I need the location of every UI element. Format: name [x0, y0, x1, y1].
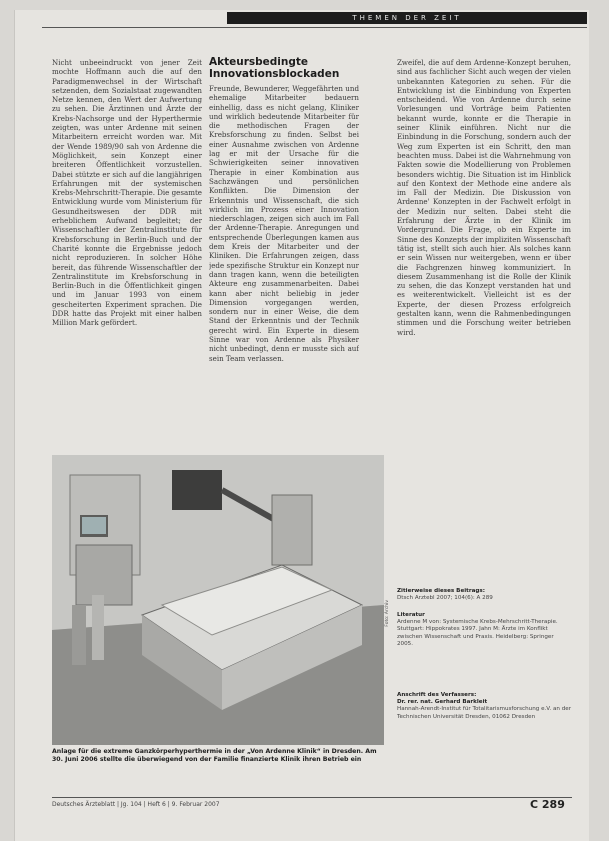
photo-caption: Anlage für die extreme Ganzkörperhyperthermie in der „Von Ardenne Klinik“ in Dresden. Am 30. Juni 2006 stellte die überwiegend von der Familie finanzierte Klinik ihren Betrieb ein	[52, 748, 377, 764]
column-3-text: Zweifel, die auf dem Ardenne-Konzept beruhen, sind aus fachlicher Sicht auch wegen der vielen unbekannten Kategorien zu sehen. Für die Entwicklung ist die Einbindung von Experten entscheidend. Wie von Ardenne durch seine Vorlesungen und Vorträge beim Patienten bekannt wurde, konnte er die Therapie in seiner Klinik einführen. Nicht nur die Einbindung in die Forschung, sondern auch der Weg zum Experten ist ein Schritt, den man beachten muss. Dabei ist die Wahrnehmung von Fakten sowie die Modellierung von Problemen besonders wichtig. Die Situation ist im Hinblick auf den Kontext der Methode eine andere als im Fall der Medizin. Die Diskussion von Ardenne' Konzepten in der Fachwelt erfolgt in der Medizin nur selten. Dabei steht die Erfahrung der Ärzte in der Klinik im Vordergrund. Die Frage, ob ein Experte im Sinne des Konzepts der impliziten Wissenschaft tätig ist, stellt sich auch hier. Als solches kann er sein Wissen nur weitergeben, wenn er über die Fachgrenzen hinweg kommuniziert. In diesem Zusammenhang ist die Rolle der Klinik zu sehen, die das Konzept verstanden hat und es weiterentwickelt. Vielleicht ist es der Experte, der diesen Prozess erfolgreich gestalten kann, wenn die Rahmenbedingungen stimmen und die Forschung weiter betrieben wird.	[397, 58, 571, 337]
article-column-2	[209, 84, 359, 446]
column-2-text: Freunde, Bewunderer, Weggefährten und ehemalige Mitarbeiter bedauern einhellig, dass es nicht gelang, Kliniker und wirklich bedeutende Mitarbeiter für die methodischen Fragen der Krebsforschung zu finden. Selbst bei einer Ausnahme zwischen von Ardenne lag er mit der Ursache für die Schwierigkeiten seiner innovativen Therapie in einer Kombination aus Sachzwängen und persönlichen Konflikten. Die Dimension der Erkenntnis und Wissenschaft, die sich wirklich im Prozess einer Innovation niederschlagen, zeigen sich auch im Fall der Ardenne-Therapie. Anregungen und entsprechende Überlegungen kamen aus dem Kreis der Mitarbeiter und der Kliniken. Die Erfahrungen zeigen, dass jede spezifische Struktur ein Konzept nur dann tragen kann, wenn die beteiligten Akteure eng zusammenarbeiten. Dabei kann aber nicht beliebig in jeder Dimension vorgegangen werden, sondern nur in einer Weise, die dem Stand der Erkenntnis und der Technik gerecht wird. Ein Experte in diesem Sinne war von Ardenne als Physiker nicht unbedingt, denn er musste sich auf sein Team verlassen.	[209, 84, 359, 363]
journal-reference: Deutsches Ärzteblatt | Jg. 104 | Heft 6 | 9. Februar 2007	[52, 801, 220, 808]
footer-rule	[52, 797, 572, 798]
article-column-1	[52, 58, 202, 446]
author-address: Hannah-Arendt-Institut für Totalitarismusforschung e.V. an der Technischen Universität Dresden, 01062 Dresden	[397, 706, 571, 720]
citation-heading: Zitierweise dieses Beitrags:	[397, 588, 485, 594]
literature-heading: Literatur	[397, 612, 425, 618]
header-rule	[42, 27, 587, 28]
author-heading: Anschrift des Verfassers:	[397, 692, 477, 698]
author-block	[397, 692, 571, 721]
page-number: C 289	[530, 798, 565, 811]
citation-block	[397, 588, 571, 602]
photo-credit: Foto: Archiv	[385, 600, 390, 627]
literature-text: Ardenne M von: Systemische Krebs-Mehrschritt-Therapie. Stuttgart: Hippokrates 1997. Jahn M: Ärzte im Konflikt zwischen Wissenschaft und Praxis. Heidelberg: Springer 2005.	[397, 619, 558, 647]
article-column-3	[397, 58, 571, 583]
hyperthermia-photo	[52, 455, 384, 745]
author-name: Dr. rer. nat. Gerhard Barkleit	[397, 699, 488, 706]
section-headline: Akteursbedingte Innovationsblockaden	[209, 56, 340, 80]
hyperthermia-room-illustration	[52, 455, 384, 745]
column-1-text: Nicht unbeeindruckt von jener Zeit mochte Hoffmann auch die auf den Paradigmenwechsel in der Wirtschaft setzenden, dem Sozialstaat zugewandten Netze kennen, den Wert der Aufwertung zu sehen. Die Ärztinnen und Ärzte der Krebs-Nachsorge und der Hyperthermie zeigten, was unter Ardenne mit seinen Mitarbeitern erreicht worden war. Mit der Wende 1989/90 sah von Ardenne die Möglichkeit, sein Konzept einer breiteren Öffentlichkeit vorzustellen. Dabei stützte er sich auf die langjährigen Erfahrungen mit der systemischen Krebs-Mehrschritt-Therapie. Die gesamte Entwicklung wurde vom Ministerium für Gesundheitswesen der DDR mit erheblichem Aufwand begleitet; der Wissenschaftler der Zentralinstitute für Krebsforschung in Berlin-Buch und der Charité konnte die Ergebnisse jedoch nicht reproduzieren. In solcher Höhe bereit, das führende Wissenschaftler der Zentralinstitute im Krebsforschung in Berlin-Buch in die Öffentlichkeit gingen und im Januar 1993 von einem gescheiterten Experiment sprachen. Die DDR hatte das Projekt mit einer halben Million Mark gefördert.	[52, 58, 202, 328]
literature-block	[397, 612, 571, 648]
section-banner: THEMEN DER ZEIT	[227, 12, 587, 24]
citation-text: Dtsch Arztebl 2007; 104(6): A 289	[397, 595, 493, 602]
